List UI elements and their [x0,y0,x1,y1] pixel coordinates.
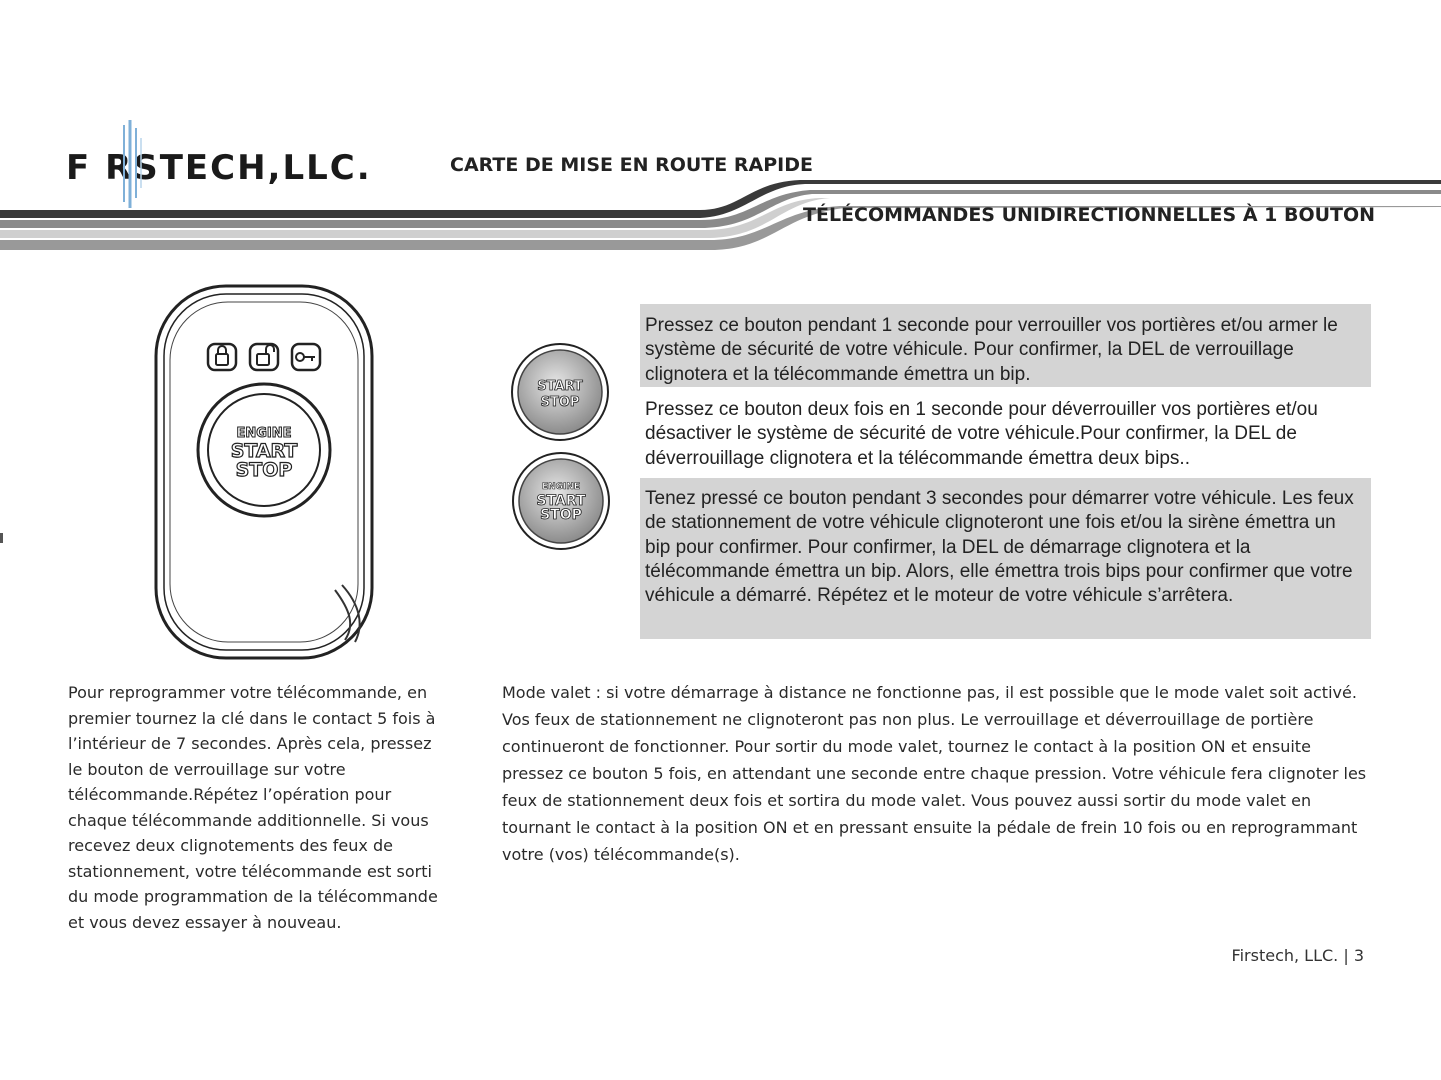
remote-fob-illustration [150,280,380,665]
svg-text:START: START [537,379,583,394]
instruction-remote-start: Tenez pressé ce bouton pendant 3 secondes pour démarrer votre véhicule. Les feux de stationnement de votre véhicule clignoteront une fois et/ou la sirène émettra un bip pour confirmer. Pour confirmer, la DEL de démarrage clignotera et la télécommande émettra un bip. Alors, elle émettra trois bips pour confirmer que votre véhicule a démarré. Répétez et le moteur de votre véhicule s’arrêtera. [640,478,1371,639]
logo-wordmark: F RSTECH,LLC. [66,148,372,188]
svg-text:STOP: STOP [540,507,582,523]
svg-text:STOP: STOP [540,395,580,410]
page-footer: Firstech, LLC. | 3 [1231,946,1364,965]
start-stop-button-icon [510,342,610,442]
key-icon [292,344,320,370]
edge-mark [0,533,3,543]
lock-icon [208,344,236,370]
engine-start-stop-button-icon [511,451,611,551]
svg-text:ENGINE: ENGINE [236,426,292,441]
page-subtitle: CARTE DE MISE EN ROUTE RAPIDE [450,154,813,176]
reprogram-instructions: Pour reprogrammer votre télécommande, en premier tournez la clé dans le contact 5 fois à l’intérieur de 7 secondes. Après cela, pressez le bouton de verrouillage sur votre télécommande.Répétez l’opération pour chaque télécommande additionnelle. Si vous recevez deux clignotements des feux de stationnement, votre télécommande est sorti du mode programmation de la télécommande et vous devez essayer à nouveau. [68,683,438,932]
svg-text:START: START [536,493,586,509]
svg-text:ENGINE: ENGINE [541,482,581,492]
unlock-icon [250,344,278,370]
instruction-lock: Pressez ce bouton pendant 1 seconde pour verrouiller vos portières et/ou armer le système de sécurité de votre véhicule. Pour confirmer, la DEL de verrouillage clignotera et la télécommande émettra un bip. [640,304,1371,387]
section-heading: TÉLÉCOMMANDES UNIDIRECTIONNELLES À 1 BOUTON [803,204,1376,226]
instruction-unlock: Pressez ce bouton deux fois en 1 seconde pour déverrouiller vos portières et/ou désactiver le système de sécurité de votre véhicule.Pour confirmer, la DEL de déverrouillage clignotera et la télécommande émettra deux bips.. [645,399,1318,469]
engine-start-stop-button-illustration [198,384,330,516]
valet-mode-instructions: Mode valet : si votre démarrage à distance ne fonctionne pas, il est possible que le mode valet soit activé. Vos feux de stationnement ne clignoteront pas non plus. Le verrouillage et déverrouillage de portière continueront de fonctionner. Pour sortir du mode valet, tournez le contact à la position ON et ensuite pressez ce bouton 5 fois, en attendant une seconde entre chaque pression. Votre véhicule fera clignoter les feux de stationnement deux fois et sortira du mode valet. Vous pouvez aussi sortir du mode valet en tournant le contact à la position ON et en pressant ensuite la pédale de frein 10 fois ou en reprogrammant votre (vos) télécommande(s). [502,683,1367,864]
svg-text:START: START [230,440,298,462]
svg-text:STOP: STOP [235,459,293,481]
